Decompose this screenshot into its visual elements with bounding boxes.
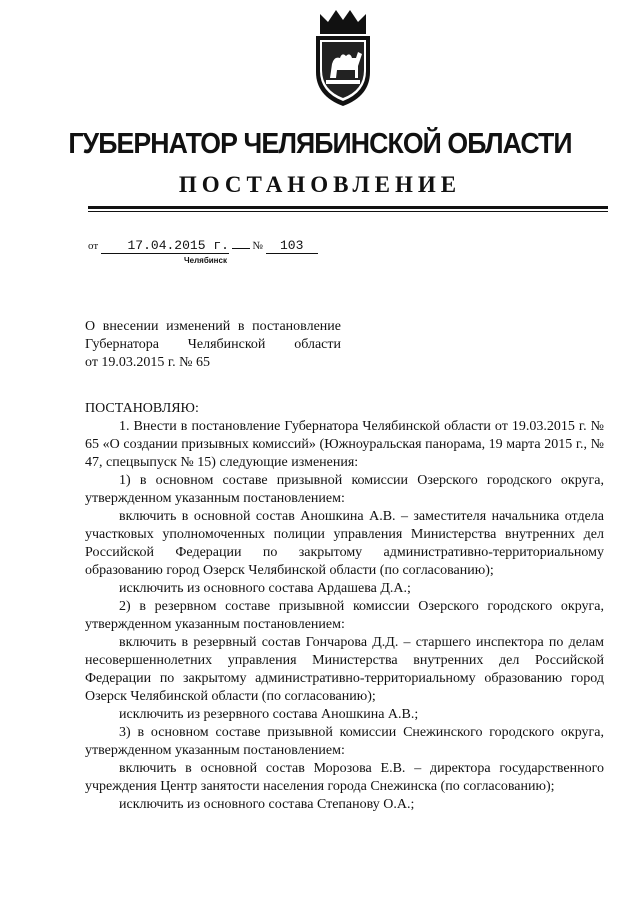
paragraph: включить в резервный состав Гончарова Д.Д. – старшего инспектора по делам несовершеннолетних управления Министерства внутренних дел Российской Федерации по закрытому административно-территориальному образованию город Озерск Челябинской области (по согласованию); (85, 635, 604, 704)
subject-line: О внесении изменений в постановление (85, 319, 341, 334)
from-label: от (88, 240, 99, 252)
paragraph: включить в основной состав Аношкина А.В. – заместителя начальника отдела участковых уполномоченных полиции управления Министерства внутренних дел Российской Федерации по закрытому административно-территориальному образованию город Озерск Челябинской области (по согласованию); (85, 509, 604, 578)
subject-line: Губернатора Челябинской области (85, 337, 341, 352)
document-number: 103 (266, 238, 318, 254)
paragraph: 2) в резервном составе призывной комиссии Озерского городского округа, утвержденном указанным постановлением: (85, 599, 604, 632)
decree-heading: ПОСТАНОВЛЯЮ: (85, 401, 199, 416)
header-rule-thin (88, 211, 608, 212)
governor-title: ГУБЕРНАТОР ЧЕЛЯБИНСКОЙ ОБЛАСТИ (68, 128, 572, 160)
document-body (85, 400, 604, 814)
coat-of-arms-icon (306, 8, 380, 108)
paragraph: исключить из основного состава Ардашева Д.А.; (119, 581, 411, 596)
header-rule-thick (88, 206, 608, 209)
paragraph: исключить из основного состава Степанову О.А.; (119, 797, 415, 812)
paragraph: 1. Внести в постановление Губернатора Челябинской области от 19.03.2015 г. № 65 «О создании призывных комиссий» (Южноуральская панорама, 19 марта 2015 г., № 47, спецвыпуск № 15) следующие изменения: (85, 419, 604, 470)
date-number-line (88, 238, 318, 254)
paragraph: исключить из резервного состава Аношкина А.В.; (119, 707, 419, 722)
document-date: 17.04.2015 г. (101, 238, 229, 254)
city-label: Челябинск (184, 256, 227, 265)
number-label: № (252, 240, 263, 252)
document-subject (85, 318, 341, 372)
paragraph: 3) в основном составе призывной комиссии Снежинского городского округа, утвержденном указанным постановлением: (85, 725, 604, 758)
paragraph: включить в основной состав Морозова Е.В. – директора государственного учреждения Центр занятости населения города Снежинска (по согласованию); (85, 761, 604, 794)
paragraph: 1) в основном составе призывной комиссии Озерского городского округа, утвержденном указанным постановлением: (85, 473, 604, 506)
subject-line: от 19.03.2015 г. № 65 (85, 355, 210, 370)
document-type: ПОСТАНОВЛЕНИЕ (178, 172, 462, 197)
